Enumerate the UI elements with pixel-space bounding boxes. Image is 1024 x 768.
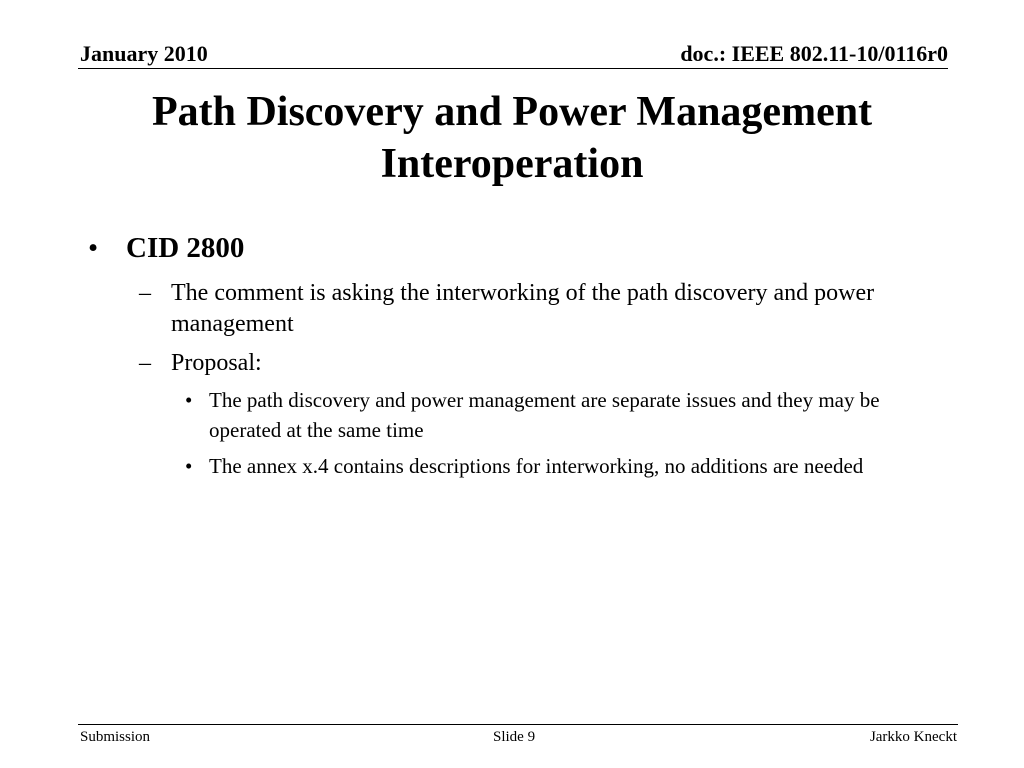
slide-body: [0, 226, 1024, 481]
dash-icon: –: [139, 280, 151, 306]
footer-divider: [78, 724, 958, 725]
bullet-icon: •: [185, 454, 193, 478]
dash-icon: –: [139, 350, 151, 376]
header-doc-number: doc.: IEEE 802.11-10/0116r0: [680, 41, 948, 66]
slide-title-line-1: Path Discovery and Power Management: [151, 89, 873, 135]
sub-bullet-comment: [139, 278, 941, 340]
sub-sub-bullet-1: [185, 385, 939, 445]
footer-slide-number: Slide 9: [493, 729, 536, 745]
sub-bullet-comment-text: The comment is asking the interworking of the path discovery and power management: [171, 280, 875, 337]
bullet-icon: •: [185, 388, 193, 412]
bullet-cid-text: CID 2800: [126, 232, 245, 264]
sub-sub-bullet-2: [185, 451, 939, 481]
header-date: January 2010: [80, 41, 208, 66]
slide-title: [80, 86, 944, 190]
footer-author: Jarkko Kneckt: [869, 729, 957, 745]
header-divider: [78, 68, 948, 69]
sub-sub-bullet-2-text: The annex x.4 contains descriptions for interworking, no additions are needed: [209, 454, 864, 478]
bullet-cid: [88, 226, 926, 270]
slide-title-line-2: Interoperation: [380, 141, 644, 187]
footer-submission: Submission: [80, 729, 151, 745]
sub-bullet-proposal-text: Proposal:: [171, 350, 262, 376]
sub-bullet-proposal: [139, 348, 941, 379]
bullet-icon: •: [88, 232, 99, 264]
sub-sub-bullet-1-text: The path discovery and power management are separate issues and they may be operated at the same time: [209, 388, 880, 442]
